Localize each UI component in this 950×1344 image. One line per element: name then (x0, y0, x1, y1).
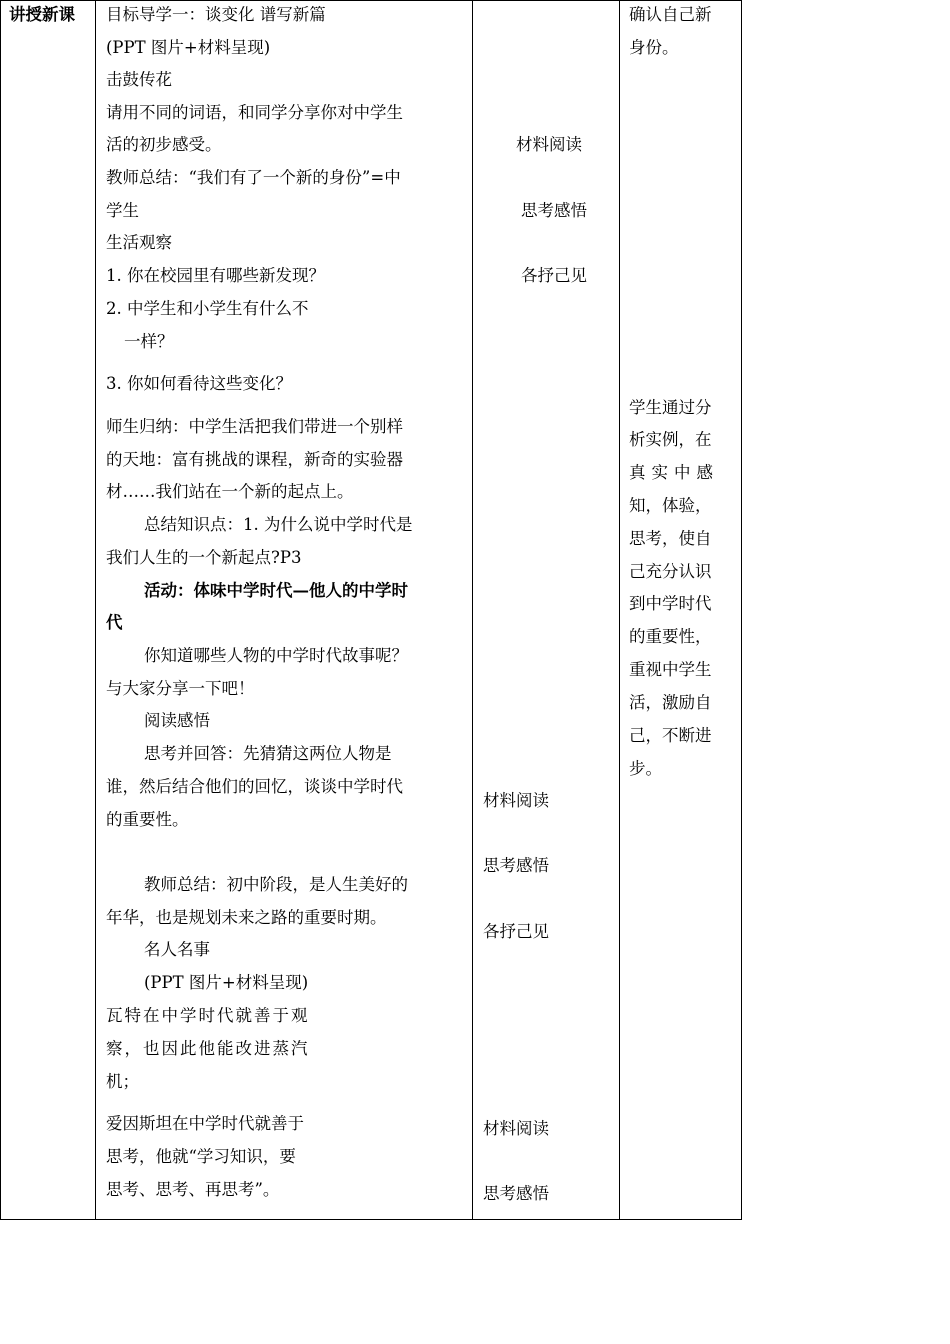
content-line: 阅读感悟 (144, 711, 210, 730)
content-line: 年华，也是规划未来之路的重要时期。 (106, 908, 387, 927)
activity-label: 思考感悟 (483, 856, 549, 875)
content-line: 2. 中学生和小学生有什么不 (106, 299, 309, 318)
content-line: 谁，然后结合他们的回忆，谈谈中学时代 (106, 777, 403, 796)
intent-line: 己，不断进 (629, 726, 712, 745)
activity-label: 材料阅读 (483, 791, 549, 810)
activity-label: 材料阅读 (516, 135, 582, 154)
activity-label: 材料阅读 (483, 1119, 549, 1138)
content-line: 击鼓传花 (106, 70, 172, 89)
intent-line: 知，体验， (629, 496, 712, 515)
content-line: (PPT 图片+材料呈现) (106, 38, 271, 57)
content-line: 思考，他就“学习知识，要 (106, 1147, 296, 1166)
content-line: 思考、思考、再思考”。 (106, 1180, 280, 1199)
intent-line: 真实中感 (629, 463, 719, 482)
content-line: 教师总结：“我们有了一个新的身份”=中 (106, 168, 401, 187)
intent-line: 步。 (629, 759, 662, 778)
content-line: (PPT 图片+材料呈现) (144, 973, 309, 992)
content-line: 活的初步感受。 (106, 135, 222, 154)
content-line: 生活观察 (106, 233, 172, 252)
content-line: 一样？ (124, 332, 174, 351)
content-line: 瓦特在中学时代就善于观 (106, 1006, 310, 1025)
intent-line: 确认自己新 (629, 5, 712, 24)
content-line: 师生归纳：中学生活把我们带进一个别样 (106, 417, 403, 436)
content-line: 机； (106, 1072, 139, 1091)
content-line: 爱因斯坦在中学时代就善于 (106, 1114, 304, 1133)
content-line: 我们人生的一个新起点?P3 (106, 548, 302, 567)
intent-line: 到中学时代 (629, 594, 712, 613)
intent-line: 重视中学生 (629, 660, 712, 679)
content-line: 你知道哪些人物的中学时代故事呢？ (144, 646, 408, 665)
activity-label: 各抒己见 (483, 922, 549, 941)
content-line: 名人名事 (144, 940, 210, 959)
intent-line: 思考，使自 (629, 529, 712, 548)
intent-line: 活，激励自 (629, 693, 712, 712)
content-line: 3. 你如何看待这些变化？ (106, 374, 292, 393)
content-line: 思考并回答：先猜猜这两位人物是 (144, 744, 392, 763)
intent-line: 身份。 (629, 38, 679, 57)
intent-line: 己充分认识 (629, 562, 712, 581)
activity-label: 思考感悟 (521, 201, 587, 220)
student-activity-cell (473, 1, 620, 1220)
section-cell (1, 1, 96, 1220)
content-line: 与大家分享一下吧！ (106, 679, 255, 698)
content-line: 学生 (106, 201, 139, 220)
content-line: 的重要性。 (106, 810, 189, 829)
content-line: 材……我们站在一个新的起点上。 (106, 482, 354, 501)
section-label: 讲授新课 (9, 5, 75, 24)
design-intent-cell (620, 1, 742, 1220)
content-line: 请用不同的词语，和同学分享你对中学生 (106, 103, 403, 122)
content-line: 目标导学一：谈变化 谱写新篇 (106, 5, 326, 24)
table-row (1, 1, 742, 1220)
activity-label: 思考感悟 (483, 1184, 549, 1203)
intent-line: 的重要性， (629, 627, 712, 646)
teaching-content-cell (96, 1, 473, 1220)
intent-line: 析实例，在 (629, 430, 712, 449)
content-line: 察，也因此他能改进蒸汽 (106, 1039, 310, 1058)
intent-line: 学生通过分 (629, 398, 712, 417)
content-line: 的天地：富有挑战的课程，新奇的实验器 (106, 450, 403, 469)
activity-heading: 活动：体味中学时代—他人的中学时 (144, 581, 408, 600)
activity-heading: 代 (106, 613, 123, 632)
content-line: 1. 你在校园里有哪些新发现？ (106, 266, 325, 285)
content-line: 总结知识点：1. 为什么说中学时代是 (144, 515, 413, 534)
content-line: 教师总结：初中阶段，是人生美好的 (144, 875, 408, 894)
activity-label: 各抒己见 (521, 266, 587, 285)
